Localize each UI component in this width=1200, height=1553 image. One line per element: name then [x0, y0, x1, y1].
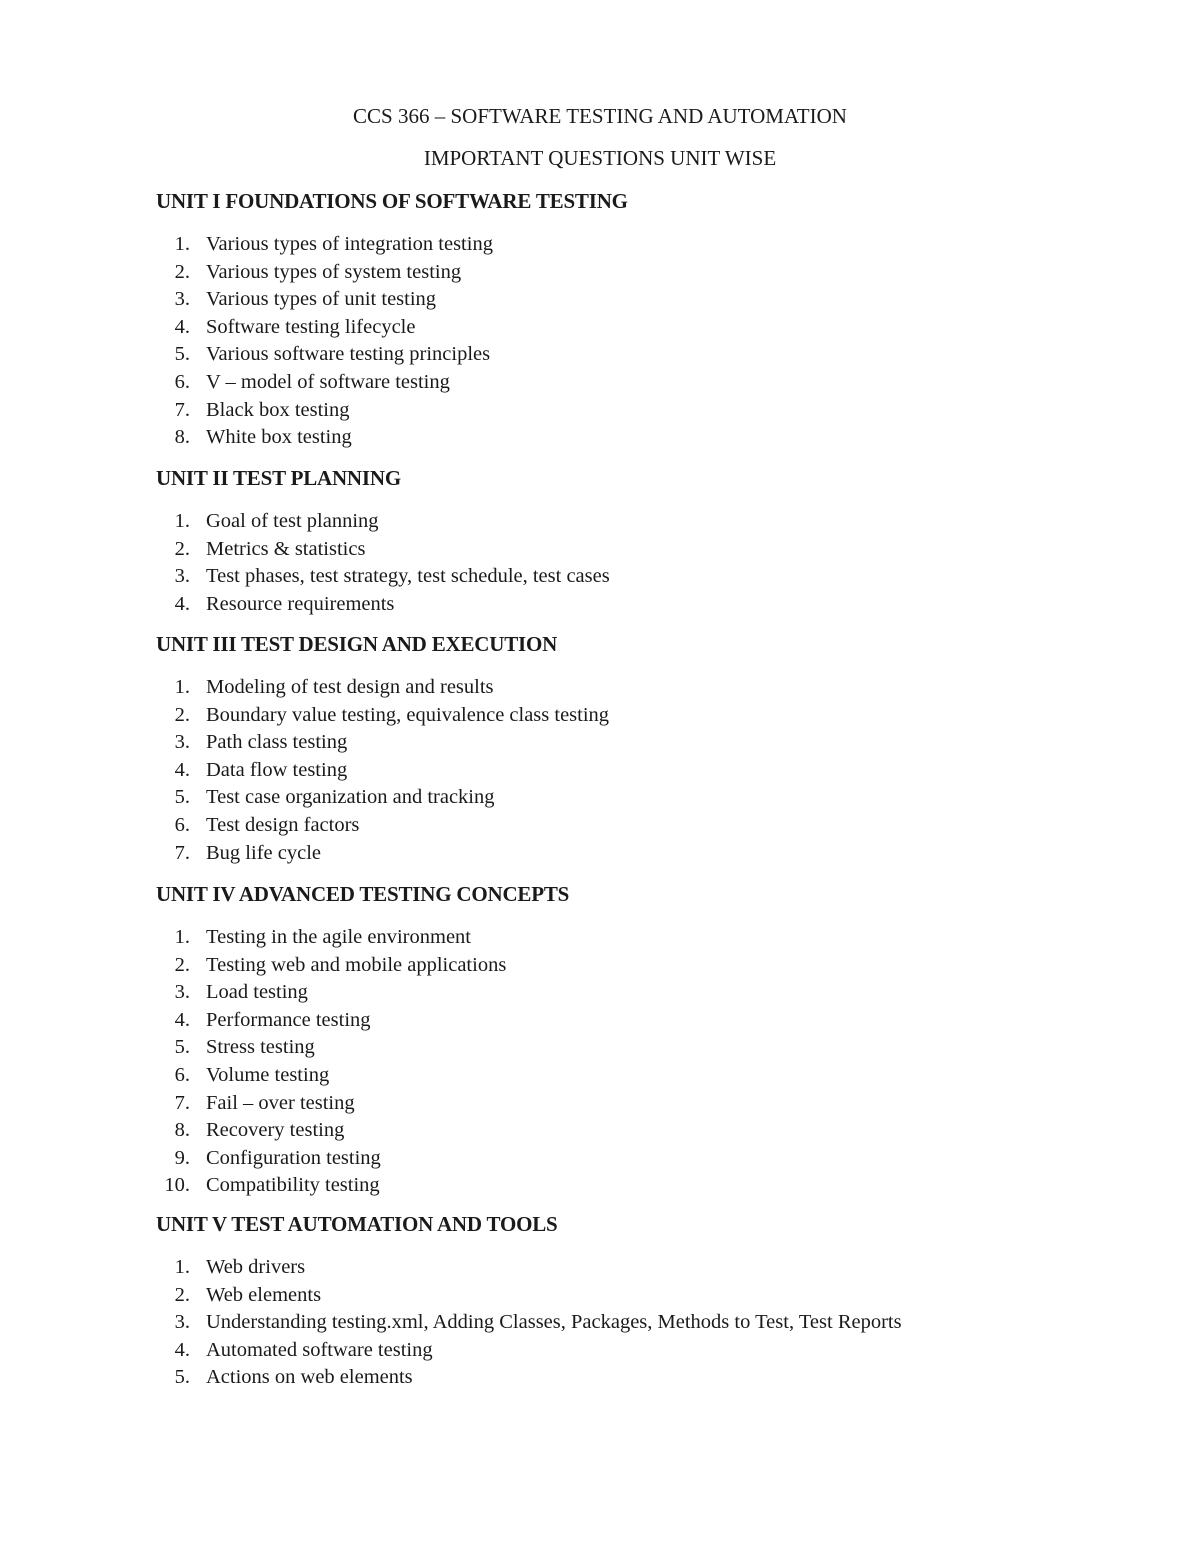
list-item: [156, 563, 1116, 591]
question-list: [156, 231, 1116, 452]
item-number: 10.: [164, 1174, 190, 1197]
item-text: Software testing lifecycle: [206, 315, 416, 338]
item-text: Bug life cycle: [206, 841, 321, 864]
item-text: Test case organization and tracking: [206, 786, 495, 809]
item-text: Volume testing: [206, 1063, 330, 1086]
item-text: Load testing: [206, 981, 308, 1004]
list-item: [156, 1062, 1116, 1090]
item-text: V – model of software testing: [206, 370, 450, 393]
item-number: 2.: [174, 703, 190, 726]
list-item: [156, 757, 1116, 785]
item-number: 2.: [174, 953, 190, 976]
item-number: 4.: [174, 758, 190, 781]
list-item: [156, 1337, 1116, 1365]
item-text: Boundary value testing, equivalence class testing: [206, 703, 610, 726]
item-text: Compatibility testing: [206, 1174, 380, 1197]
list-item: [156, 508, 1116, 536]
list-item: [156, 286, 1116, 314]
list-item: [156, 1145, 1116, 1173]
list-item: [156, 952, 1116, 980]
item-number: 7.: [174, 398, 190, 421]
question-list: [156, 508, 1116, 618]
list-item: [156, 812, 1116, 840]
unit-section: [156, 466, 1116, 618]
item-number: 2.: [174, 537, 190, 560]
item-number: 2.: [174, 1283, 190, 1306]
list-item: [156, 979, 1116, 1007]
item-text: Test phases, test strategy, test schedule, test cases: [206, 565, 610, 588]
list-item: [156, 924, 1116, 952]
item-text: Recovery testing: [206, 1119, 345, 1142]
item-text: Data flow testing: [206, 758, 348, 781]
item-number: 4.: [174, 315, 190, 338]
item-number: 8.: [174, 426, 190, 449]
item-number: 2.: [174, 260, 190, 283]
item-number: 5.: [174, 1036, 190, 1059]
unit-section: [156, 882, 1116, 1200]
item-number: 6.: [174, 370, 190, 393]
item-text: Testing web and mobile applications: [206, 953, 507, 976]
item-number: 1.: [174, 233, 190, 255]
item-text: Path class testing: [206, 731, 348, 754]
list-item: [156, 259, 1116, 287]
unit-heading: UNIT V TEST AUTOMATION AND TOOLS: [156, 1212, 558, 1236]
unit-heading: UNIT III TEST DESIGN AND EXECUTION: [156, 632, 558, 656]
list-item: [156, 1117, 1116, 1145]
item-number: 9.: [174, 1146, 190, 1169]
item-text: Black box testing: [206, 398, 350, 421]
item-number: 5.: [174, 343, 190, 366]
item-text: Web elements: [206, 1283, 322, 1306]
list-item: [156, 1034, 1116, 1062]
item-number: 8.: [174, 1119, 190, 1142]
item-text: Actions on web elements: [206, 1366, 413, 1389]
list-item: [156, 729, 1116, 757]
item-text: Resource requirements: [206, 592, 395, 615]
document-title: CCS 366 – SOFTWARE TESTING AND AUTOMATION: [353, 104, 847, 128]
list-item: [156, 1172, 1116, 1200]
item-text: Modeling of test design and results: [206, 676, 494, 698]
item-text: White box testing: [206, 426, 352, 449]
item-number: 6.: [174, 1063, 190, 1086]
question-list: [156, 674, 1116, 867]
item-text: Various types of integration testing: [206, 233, 493, 255]
item-text: Web drivers: [206, 1256, 306, 1278]
list-item: [156, 840, 1116, 868]
unit-heading: UNIT IV ADVANCED TESTING CONCEPTS: [156, 882, 570, 906]
list-item: [156, 1007, 1116, 1035]
list-item: [156, 1254, 1116, 1282]
list-item: [156, 702, 1116, 730]
list-item: [156, 369, 1116, 397]
unit-section: [156, 189, 1116, 452]
list-item: [156, 674, 1116, 702]
list-item: [156, 231, 1116, 259]
list-item: [156, 591, 1116, 619]
item-number: 3.: [174, 981, 190, 1004]
list-item: [156, 1282, 1116, 1310]
item-number: 1.: [174, 676, 190, 698]
item-number: 3.: [174, 288, 190, 311]
item-text: Various types of unit testing: [206, 288, 437, 311]
item-text: Metrics & statistics: [206, 537, 366, 560]
question-list: [156, 1254, 1116, 1392]
unit-section: [156, 632, 1116, 867]
item-number: 5.: [174, 1366, 190, 1389]
item-number: 1.: [174, 1256, 190, 1278]
list-item: [156, 536, 1116, 564]
list-item: [156, 424, 1116, 452]
item-text: Fail – over testing: [206, 1091, 355, 1114]
item-text: Performance testing: [206, 1008, 371, 1031]
item-text: Understanding testing.xml, Adding Classes, Packages, Methods to Test, Test Reports: [206, 1311, 902, 1334]
question-list: [156, 924, 1116, 1200]
item-text: Goal of test planning: [206, 510, 379, 532]
item-number: 3.: [174, 1311, 190, 1334]
item-text: Test design factors: [206, 813, 360, 836]
list-item: [156, 341, 1116, 369]
unit-heading: UNIT I FOUNDATIONS OF SOFTWARE TESTING: [156, 189, 628, 213]
item-number: 1.: [174, 510, 190, 532]
list-item: [156, 314, 1116, 342]
list-item: [156, 397, 1116, 425]
item-text: Automated software testing: [206, 1338, 433, 1361]
item-number: 3.: [174, 565, 190, 588]
list-item: [156, 784, 1116, 812]
list-item: [156, 1090, 1116, 1118]
item-number: 4.: [174, 1008, 190, 1031]
item-number: 3.: [174, 731, 190, 754]
document-subtitle: IMPORTANT QUESTIONS UNIT WISE: [423, 146, 777, 170]
item-text: Various software testing principles: [206, 343, 491, 366]
item-text: Testing in the agile environment: [206, 926, 471, 948]
item-text: Stress testing: [206, 1036, 315, 1059]
item-number: 7.: [174, 1091, 190, 1114]
list-item: [156, 1309, 1116, 1337]
unit-heading: UNIT II TEST PLANNING: [156, 466, 401, 490]
list-item: [156, 1364, 1116, 1392]
item-number: 1.: [174, 926, 190, 948]
item-number: 4.: [174, 592, 190, 615]
item-number: 7.: [174, 841, 190, 864]
item-number: 6.: [174, 813, 190, 836]
item-text: Various types of system testing: [206, 260, 462, 283]
unit-section: [156, 1212, 1116, 1392]
item-text: Configuration testing: [206, 1146, 381, 1169]
item-number: 4.: [174, 1338, 190, 1361]
item-number: 5.: [174, 786, 190, 809]
